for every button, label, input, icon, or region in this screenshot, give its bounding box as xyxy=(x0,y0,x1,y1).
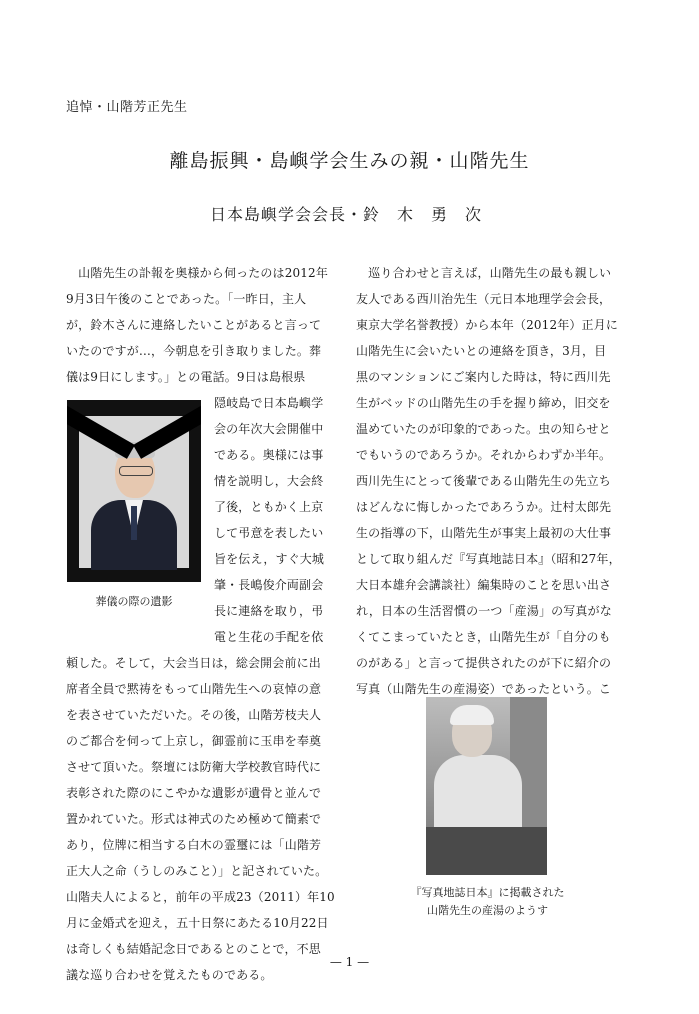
left-line: のご都合を伺って上京し，御霊前に玉串を奉奠 xyxy=(66,734,322,748)
right-line: 東京大学名誉教授）から本年（2012年）正月に xyxy=(356,318,618,332)
left-line: 長に連絡を取り，弔 xyxy=(214,604,324,618)
left-line: である。奥様には事 xyxy=(214,448,324,462)
left-line: いたのですが…，今朝息を引き取りました。葬 xyxy=(66,344,322,358)
bath-photo-caption-line2: 山階先生の産湯のようす xyxy=(427,904,548,917)
left-line: を表させていただいた。その後，山階芳枝夫人 xyxy=(66,708,322,722)
right-line: くてこまっていたとき，山階先生が「自分のも xyxy=(356,630,611,644)
left-line: あり，位牌に相当する白木の霊璽には「山階芳 xyxy=(66,838,322,852)
right-line: 写真（山階先生の産湯姿）であったという。こ xyxy=(356,682,612,696)
left-line: させて頂いた。祭壇には防衛大学校教官時代に xyxy=(66,760,322,774)
portrait-caption: 葬儀の際の遺影 xyxy=(95,595,173,608)
right-line: 巡り合わせと言えば，山階先生の最も親しい xyxy=(356,266,612,280)
right-line: 生がベッドの山階先生の手を握り締め，旧交を xyxy=(356,396,611,410)
author-byline: 日本島嶼学会会長・鈴 木 勇 次 xyxy=(210,205,483,224)
left-line: 頼した。そして，大会当日は，総会開会前に出 xyxy=(66,656,321,670)
right-line: 山階先生に会いたいとの連絡を頂き，3月，目 xyxy=(356,344,607,358)
left-line: 月に金婚式を迎え，五十日祭にあたる10月22日 xyxy=(66,916,329,930)
right-line: れ，日本の生活習慣の一つ「産湯」の写真がな xyxy=(356,604,612,618)
left-line: 肇・長嶋俊介両副会 xyxy=(214,578,324,592)
right-line: 西川先生にとって後輩である山階先生の先立ち xyxy=(356,474,611,488)
right-line: 黒のマンションにご案内した時は，特に西川先 xyxy=(356,370,611,384)
right-line: 温めていたのが印象的であった。虫の知らせと xyxy=(356,422,611,436)
left-line: 儀は9日にします。」との電話。9日は島根県 xyxy=(66,370,306,384)
left-line: が，鈴木さんに連絡したいことがあると言って xyxy=(66,318,322,332)
left-line: 電と生花の手配を依 xyxy=(214,630,324,644)
portrait-glasses xyxy=(119,466,153,476)
left-line: 置かれていた。形式は神式のため極めて簡素で xyxy=(66,812,322,826)
right-line: はどんなに悔しかったであろうか。辻村太郎先 xyxy=(356,500,612,514)
left-line: 情を説明し，大会終 xyxy=(214,474,324,488)
right-line: 友人である西川治先生（元日本地理学会会長， xyxy=(356,292,612,306)
left-line: 表彰された際のにこやかな遺影が遺骨と並んで xyxy=(66,786,322,800)
left-line: 山階先生の訃報を奥様から伺ったのは2012年 xyxy=(66,266,328,280)
first-bath-photo xyxy=(426,697,547,875)
left-line: 会の年次大会開催中 xyxy=(214,422,324,436)
left-line: 旨を伝え，すぐ大城 xyxy=(214,552,325,566)
left-line: して弔意を表したい xyxy=(214,526,324,540)
right-line: のがある」と言って提供されたのが下に紹介の xyxy=(356,656,612,670)
left-line: 正大人之命（うしのみこと）」と記されていた。 xyxy=(66,864,328,878)
photo-bathtub xyxy=(426,827,547,875)
article-title: 離島振興・島嶼学会生みの親・山階先生 xyxy=(169,150,530,172)
right-line: でもいうのであろうか。それからわずか半年。 xyxy=(356,448,612,462)
left-line: 隠岐島で日本島嶼学 xyxy=(214,396,324,410)
portrait-tie xyxy=(131,506,137,540)
page-number: — 1 — xyxy=(329,955,370,969)
left-line: 議な巡り合わせを覚えたものである。 xyxy=(66,968,273,982)
right-line: 生の指導の下，山階先生が事実上最初の大仕事 xyxy=(356,526,612,540)
bath-photo-caption-line1: 『写真地誌日本』に掲載された xyxy=(410,886,565,899)
left-line: 9月3日午後のことであった。「一昨日，主人 xyxy=(66,292,307,306)
left-line: 了後，ともかく上京 xyxy=(214,500,324,514)
left-line: は奇しくも結婚記念日であるとのことで，不思 xyxy=(66,942,321,956)
left-line: 山階夫人によると，前年の平成23（2011）年10 xyxy=(66,890,335,904)
right-line: として取り組んだ『写真地誌日本』（昭和27年， xyxy=(356,552,621,566)
right-line: 大日本雄弁会講談社）編集時のことを思い出さ xyxy=(356,578,612,592)
memorial-portrait-photo xyxy=(67,400,201,582)
left-line: 席者全員で黙祷をもって山階先生への哀悼の意 xyxy=(66,682,322,696)
photo-midwife-cap xyxy=(450,705,494,725)
section-label: 追悼・山階芳正先生 xyxy=(66,100,188,115)
